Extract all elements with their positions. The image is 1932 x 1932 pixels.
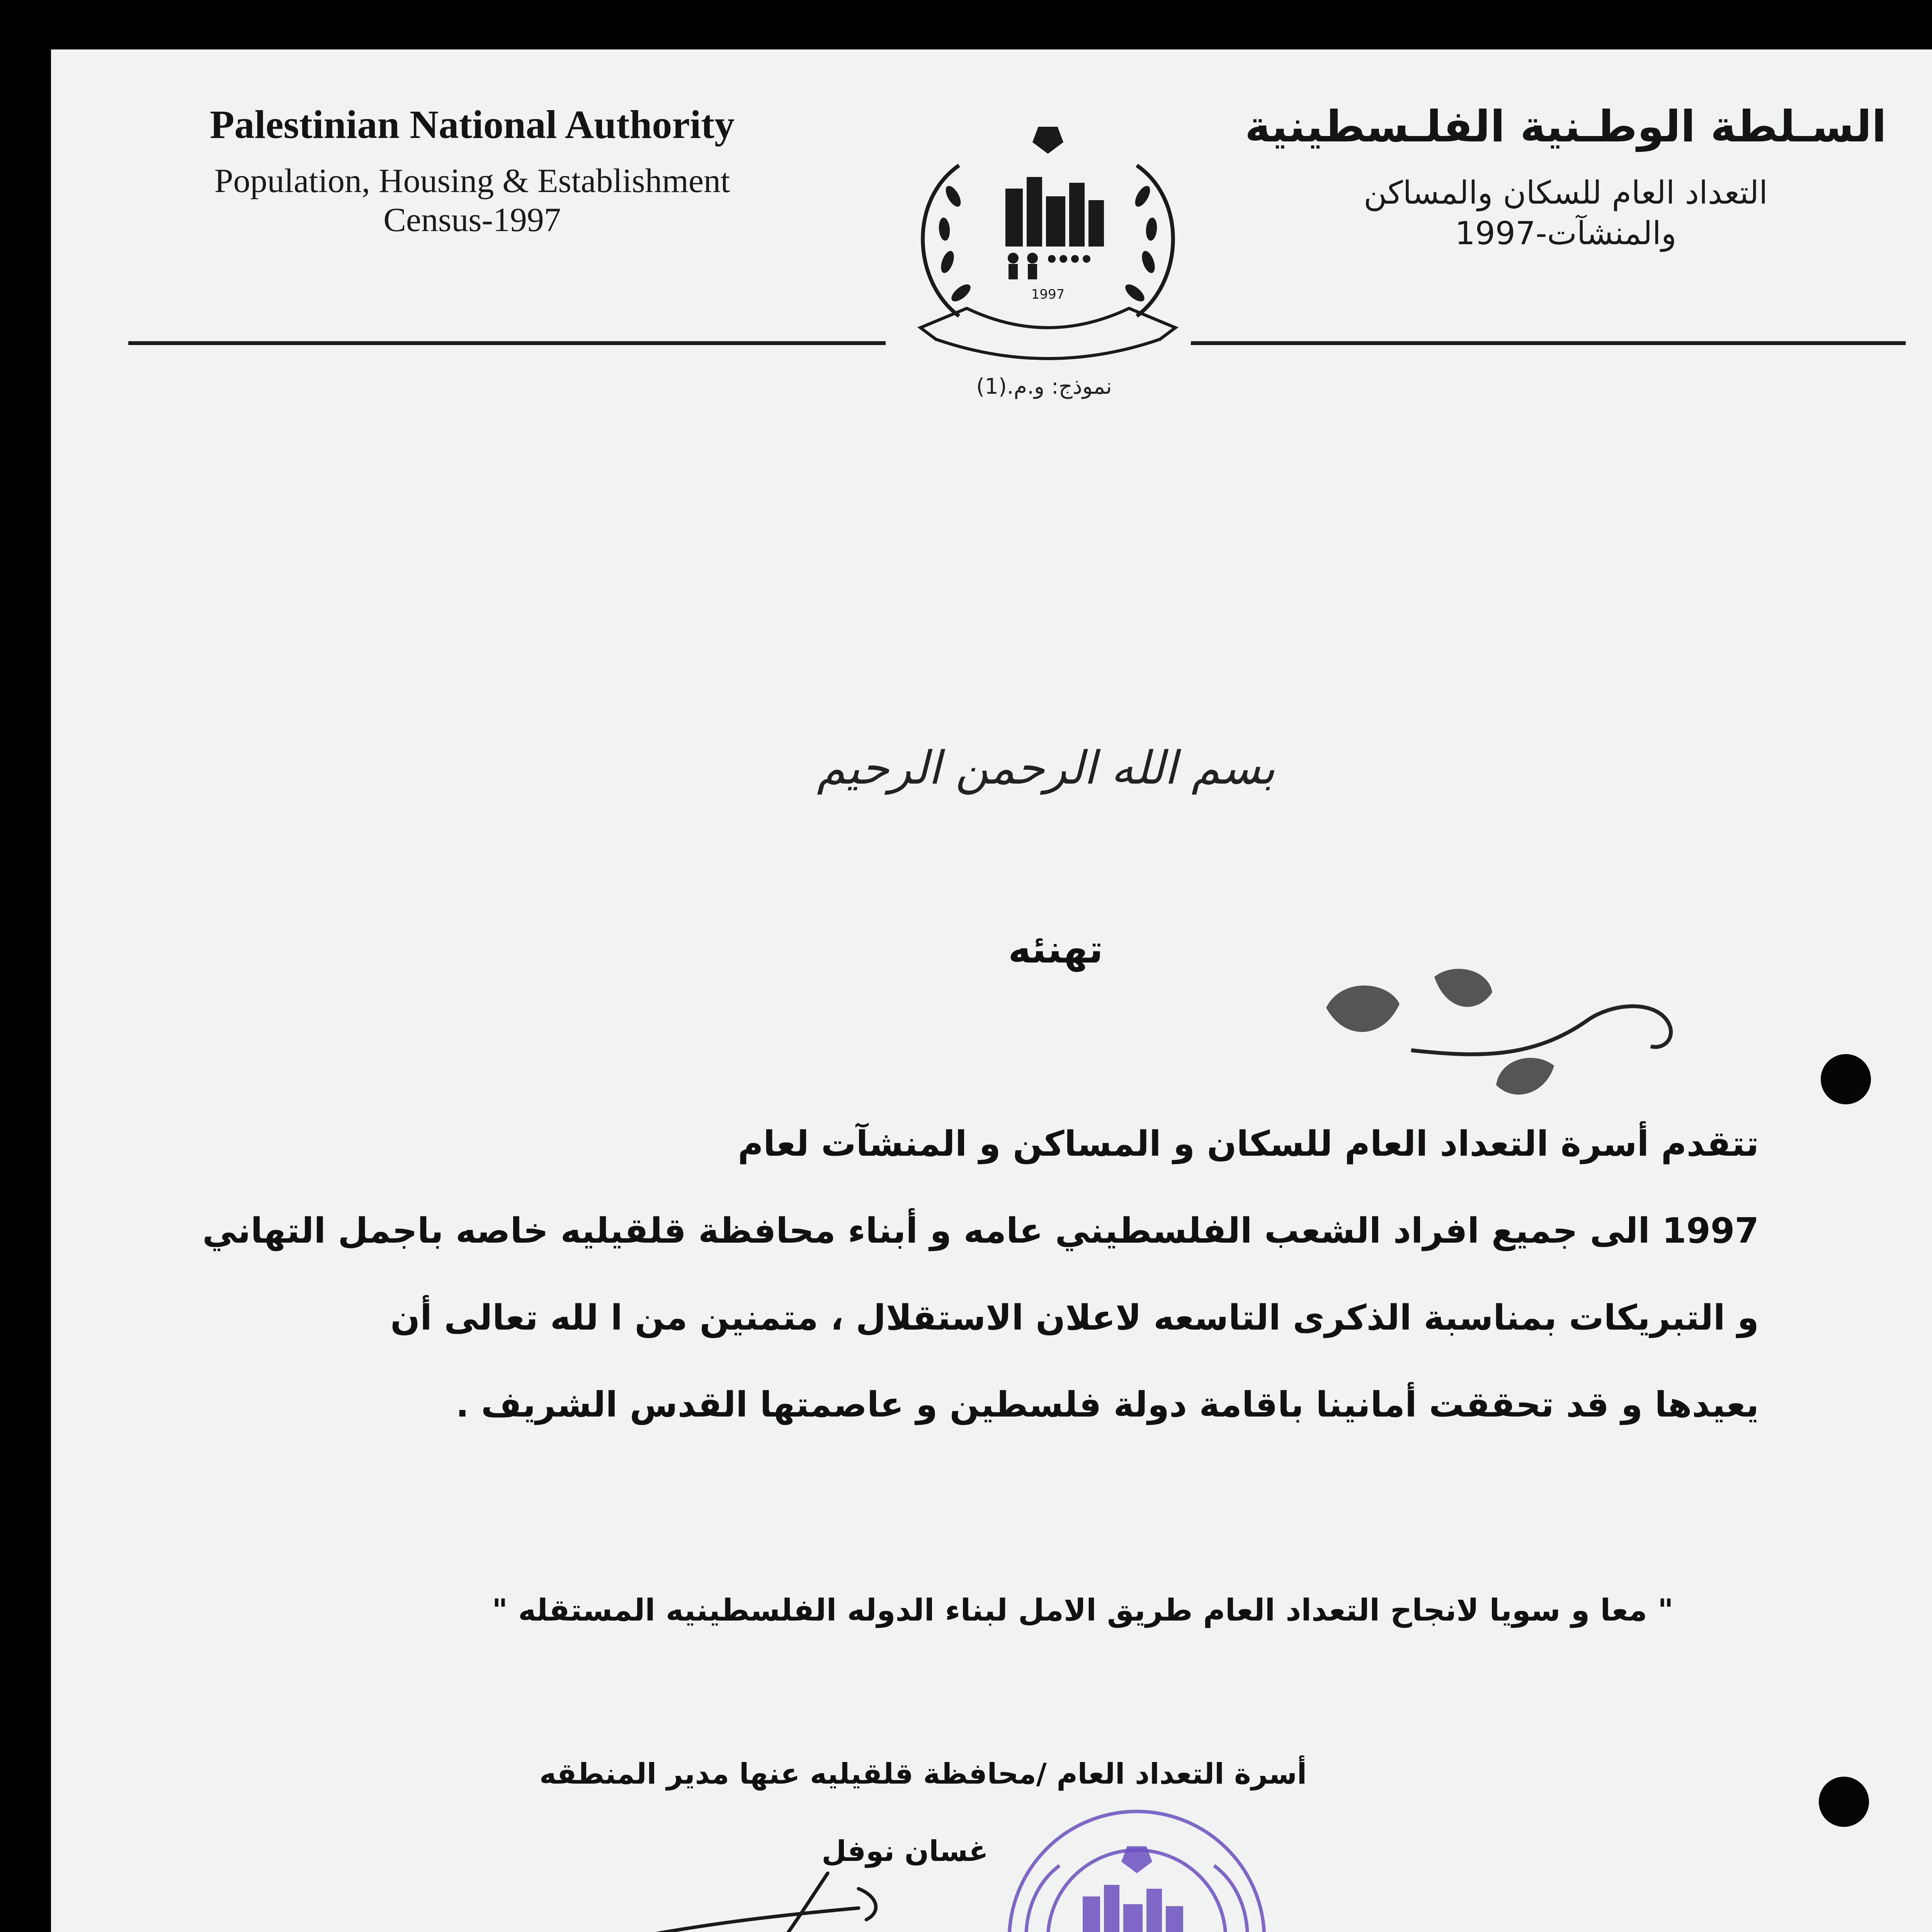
ar-authority-title: السـلطة الوطـنية الفلـسطينية bbox=[1245, 102, 1887, 152]
letter-body bbox=[202, 1124, 1759, 1471]
signatory-name: غسان نوفل bbox=[821, 1835, 988, 1868]
en-authority-title: Palestinian National Authority bbox=[210, 102, 735, 147]
basmala-calligraphy: بسم الله الرحمن الرحيم bbox=[817, 741, 1275, 794]
leaf-ornament-icon bbox=[1318, 961, 1705, 1128]
body-line-3: و التبريكات بمناسبة الذكرى التاسعه لاعلان الاستقلال ، متمنين من ا لله تعالى أن bbox=[390, 1298, 1759, 1338]
handwritten-signature bbox=[611, 1850, 959, 1932]
emblem-year: 1997 bbox=[1031, 287, 1065, 302]
ar-subtitle-line-2: والمنشآت-1997 bbox=[1455, 215, 1677, 252]
punch-hole-bottom bbox=[1819, 1777, 1869, 1827]
en-subtitle-line-1: Population, Housing & Establishment bbox=[214, 162, 730, 200]
header-rule-right bbox=[1191, 341, 1906, 345]
census-slogan: " معا و سويا لانجاح التعداد العام طريق الامل لبناء الدوله الفلسطينيه المستقله " bbox=[492, 1593, 1673, 1628]
punch-hole-top bbox=[1821, 1054, 1871, 1104]
body-line-1: تتقدم أسرة التعداد العام للسكان و المساكن و المنشآت لعام bbox=[738, 1124, 1759, 1164]
en-census-subtitle bbox=[144, 162, 801, 240]
ar-census-subtitle bbox=[1218, 173, 1913, 254]
signature-title: أسرة التعداد العام /محافظة قلقيليه عنها مدير المنطقه bbox=[539, 1757, 1307, 1791]
letter-page bbox=[51, 49, 1932, 1932]
body-line-4: يعيدها و قد تحققت أمانينا باقامة دولة فلسطين و عاصمتها القدس الشريف . bbox=[456, 1384, 1759, 1425]
census-purple-stamp bbox=[932, 1796, 1342, 1932]
form-number: نموذج: و.م.(1) bbox=[976, 374, 1112, 399]
letter-heading: تهنئه bbox=[1008, 927, 1103, 972]
body-line-2: 1997 الى جميع افراد الشعب الفلسطيني عامه و أبناء محافظة قلقيليه خاصه باجمل التهاني bbox=[202, 1211, 1759, 1251]
en-subtitle-line-2: Census-1997 bbox=[383, 201, 561, 239]
census-emblem-logo bbox=[843, 100, 1253, 378]
header-rule-left bbox=[128, 341, 886, 345]
ar-subtitle-line-1: التعداد العام للسكان والمساكن bbox=[1364, 175, 1768, 211]
